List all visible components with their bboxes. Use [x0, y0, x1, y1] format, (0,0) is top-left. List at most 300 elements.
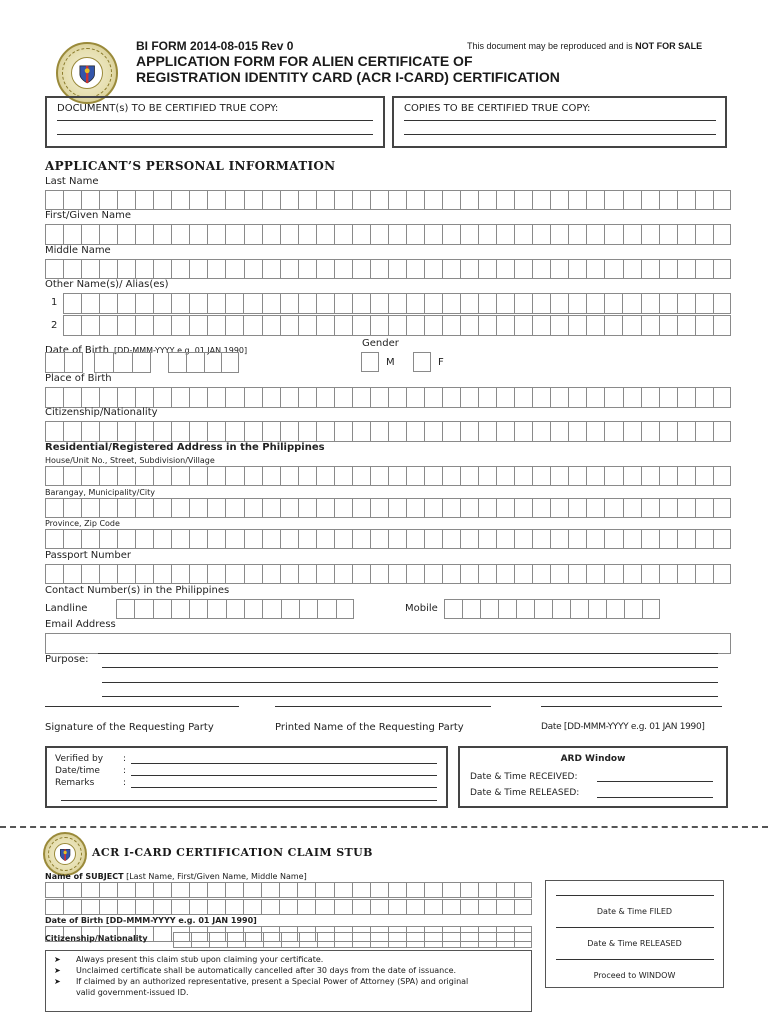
char-cell[interactable]	[81, 315, 99, 336]
char-cell[interactable]	[352, 293, 370, 314]
char-cell[interactable]	[153, 529, 171, 549]
char-cell[interactable]	[297, 882, 315, 898]
char-cell[interactable]	[677, 315, 695, 336]
stub-released-line[interactable]	[556, 927, 714, 928]
char-cell[interactable]	[99, 564, 117, 584]
char-cell[interactable]	[81, 466, 99, 486]
email-input[interactable]	[45, 633, 731, 654]
stub-name-grid-1[interactable]	[45, 882, 532, 898]
char-cell[interactable]	[244, 529, 262, 549]
char-cell[interactable]	[514, 498, 532, 518]
char-cell[interactable]	[298, 190, 316, 210]
char-cell[interactable]	[45, 259, 63, 279]
char-cell[interactable]	[604, 421, 622, 442]
char-cell[interactable]	[659, 190, 677, 210]
char-cell[interactable]	[171, 315, 189, 336]
char-cell[interactable]	[370, 899, 388, 915]
char-cell[interactable]	[262, 190, 280, 210]
char-cell[interactable]	[334, 882, 352, 898]
char-cell[interactable]	[568, 466, 586, 486]
char-cell[interactable]	[424, 466, 442, 486]
char-cell[interactable]	[298, 564, 316, 584]
char-cell[interactable]	[334, 466, 352, 486]
address-line1-grid[interactable]	[45, 466, 731, 486]
mobile-grid[interactable]	[444, 599, 660, 619]
char-cell[interactable]	[153, 899, 171, 915]
char-cell[interactable]	[695, 466, 713, 486]
char-cell[interactable]	[514, 564, 532, 584]
char-cell[interactable]	[370, 315, 388, 336]
char-cell[interactable]	[514, 190, 532, 210]
char-cell[interactable]	[352, 315, 370, 336]
char-cell[interactable]	[352, 932, 370, 948]
char-cell[interactable]	[370, 529, 388, 549]
char-cell[interactable]	[153, 259, 171, 279]
char-cell[interactable]	[695, 315, 713, 336]
char-cell[interactable]	[132, 352, 151, 373]
char-cell[interactable]	[586, 259, 604, 279]
char-cell[interactable]	[568, 421, 586, 442]
char-cell[interactable]	[207, 224, 225, 245]
char-cell[interactable]	[442, 899, 460, 915]
char-cell[interactable]	[442, 293, 460, 314]
char-cell[interactable]	[189, 466, 207, 486]
char-cell[interactable]	[153, 315, 171, 336]
char-cell[interactable]	[45, 224, 63, 245]
char-cell[interactable]	[586, 224, 604, 245]
char-cell[interactable]	[677, 564, 695, 584]
char-cell[interactable]	[298, 466, 316, 486]
char-cell[interactable]	[623, 498, 641, 518]
char-cell[interactable]	[713, 498, 731, 518]
char-cell[interactable]	[478, 259, 496, 279]
char-cell[interactable]	[496, 293, 514, 314]
char-cell[interactable]	[462, 599, 480, 619]
char-cell[interactable]	[406, 882, 424, 898]
char-cell[interactable]	[81, 564, 99, 584]
char-cell[interactable]	[316, 564, 334, 584]
char-cell[interactable]	[604, 224, 622, 245]
char-cell[interactable]	[207, 259, 225, 279]
char-cell[interactable]	[63, 421, 81, 442]
first-name-grid[interactable]	[45, 224, 731, 245]
char-cell[interactable]	[514, 259, 532, 279]
ard-received-line[interactable]	[597, 772, 713, 782]
char-cell[interactable]	[550, 529, 568, 549]
char-cell[interactable]	[677, 421, 695, 442]
char-cell[interactable]	[280, 224, 298, 245]
documents-line-1[interactable]	[57, 120, 373, 121]
char-cell[interactable]	[45, 564, 63, 584]
dob-day-grid[interactable]	[45, 352, 83, 373]
char-cell[interactable]	[209, 932, 227, 948]
stub-filed-line[interactable]	[556, 895, 714, 896]
char-cell[interactable]	[81, 421, 99, 442]
char-cell[interactable]	[99, 190, 117, 210]
copies-line-2[interactable]	[404, 134, 716, 135]
char-cell[interactable]	[532, 293, 550, 314]
char-cell[interactable]	[388, 387, 406, 408]
char-cell[interactable]	[532, 564, 550, 584]
char-cell[interactable]	[604, 387, 622, 408]
char-cell[interactable]	[568, 315, 586, 336]
char-cell[interactable]	[207, 190, 225, 210]
char-cell[interactable]	[280, 421, 298, 442]
char-cell[interactable]	[442, 190, 460, 210]
char-cell[interactable]	[63, 293, 81, 314]
char-cell[interactable]	[189, 293, 207, 314]
char-cell[interactable]	[570, 599, 588, 619]
char-cell[interactable]	[478, 224, 496, 245]
char-cell[interactable]	[641, 259, 659, 279]
char-cell[interactable]	[81, 529, 99, 549]
char-cell[interactable]	[45, 387, 63, 408]
char-cell[interactable]	[514, 882, 532, 898]
remarks-line-1[interactable]	[131, 778, 437, 788]
char-cell[interactable]	[352, 882, 370, 898]
char-cell[interactable]	[244, 259, 262, 279]
char-cell[interactable]	[370, 190, 388, 210]
char-cell[interactable]	[262, 259, 280, 279]
citizenship-grid[interactable]	[45, 421, 731, 442]
char-cell[interactable]	[532, 498, 550, 518]
char-cell[interactable]	[370, 224, 388, 245]
char-cell[interactable]	[388, 498, 406, 518]
char-cell[interactable]	[280, 293, 298, 314]
char-cell[interactable]	[45, 529, 63, 549]
char-cell[interactable]	[99, 421, 117, 442]
char-cell[interactable]	[496, 190, 514, 210]
char-cell[interactable]	[207, 882, 225, 898]
char-cell[interactable]	[442, 932, 460, 948]
char-cell[interactable]	[45, 352, 64, 373]
char-cell[interactable]	[713, 190, 731, 210]
char-cell[interactable]	[63, 882, 81, 898]
char-cell[interactable]	[370, 259, 388, 279]
char-cell[interactable]	[63, 190, 81, 210]
char-cell[interactable]	[225, 421, 243, 442]
char-cell[interactable]	[424, 899, 442, 915]
char-cell[interactable]	[45, 899, 63, 915]
char-cell[interactable]	[623, 564, 641, 584]
char-cell[interactable]	[171, 466, 189, 486]
char-cell[interactable]	[186, 352, 204, 373]
char-cell[interactable]	[622, 315, 640, 336]
char-cell[interactable]	[243, 293, 261, 314]
char-cell[interactable]	[99, 259, 117, 279]
char-cell[interactable]	[262, 421, 280, 442]
place-of-birth-grid[interactable]	[45, 387, 731, 408]
char-cell[interactable]	[316, 315, 334, 336]
char-cell[interactable]	[677, 466, 695, 486]
char-cell[interactable]	[189, 387, 207, 408]
char-cell[interactable]	[623, 529, 641, 549]
char-cell[interactable]	[550, 387, 568, 408]
char-cell[interactable]	[99, 466, 117, 486]
char-cell[interactable]	[189, 498, 207, 518]
char-cell[interactable]	[406, 259, 424, 279]
char-cell[interactable]	[713, 315, 731, 336]
char-cell[interactable]	[388, 224, 406, 245]
char-cell[interactable]	[207, 387, 225, 408]
char-cell[interactable]	[189, 599, 207, 619]
char-cell[interactable]	[298, 293, 316, 314]
char-cell[interactable]	[280, 466, 298, 486]
char-cell[interactable]	[478, 421, 496, 442]
char-cell[interactable]	[99, 498, 117, 518]
char-cell[interactable]	[552, 599, 570, 619]
char-cell[interactable]	[514, 466, 532, 486]
char-cell[interactable]	[641, 315, 659, 336]
char-cell[interactable]	[334, 224, 352, 245]
char-cell[interactable]	[568, 529, 586, 549]
char-cell[interactable]	[406, 421, 424, 442]
char-cell[interactable]	[280, 529, 298, 549]
char-cell[interactable]	[478, 315, 496, 336]
char-cell[interactable]	[116, 599, 134, 619]
char-cell[interactable]	[444, 599, 462, 619]
char-cell[interactable]	[478, 293, 496, 314]
char-cell[interactable]	[604, 315, 622, 336]
gender-m-checkbox[interactable]	[361, 352, 379, 372]
char-cell[interactable]	[406, 315, 424, 336]
char-cell[interactable]	[514, 387, 532, 408]
char-cell[interactable]	[225, 564, 243, 584]
char-cell[interactable]	[81, 387, 99, 408]
char-cell[interactable]	[406, 899, 424, 915]
char-cell[interactable]	[316, 190, 334, 210]
char-cell[interactable]	[63, 529, 81, 549]
purpose-line-4[interactable]	[102, 696, 718, 697]
char-cell[interactable]	[496, 899, 514, 915]
char-cell[interactable]	[244, 387, 262, 408]
char-cell[interactable]	[695, 421, 713, 442]
char-cell[interactable]	[460, 190, 478, 210]
char-cell[interactable]	[514, 899, 532, 915]
char-cell[interactable]	[496, 529, 514, 549]
char-cell[interactable]	[496, 387, 514, 408]
char-cell[interactable]	[225, 529, 243, 549]
char-cell[interactable]	[99, 387, 117, 408]
char-cell[interactable]	[677, 259, 695, 279]
char-cell[interactable]	[586, 387, 604, 408]
char-cell[interactable]	[153, 882, 171, 898]
char-cell[interactable]	[442, 529, 460, 549]
char-cell[interactable]	[244, 421, 262, 442]
char-cell[interactable]	[280, 498, 298, 518]
char-cell[interactable]	[113, 352, 132, 373]
stub-name-grid-2[interactable]	[45, 899, 532, 915]
char-cell[interactable]	[63, 466, 81, 486]
char-cell[interactable]	[352, 564, 370, 584]
char-cell[interactable]	[713, 564, 731, 584]
char-cell[interactable]	[94, 352, 113, 373]
char-cell[interactable]	[388, 190, 406, 210]
char-cell[interactable]	[153, 564, 171, 584]
char-cell[interactable]	[225, 882, 243, 898]
char-cell[interactable]	[262, 293, 280, 314]
char-cell[interactable]	[352, 190, 370, 210]
char-cell[interactable]	[298, 498, 316, 518]
char-cell[interactable]	[388, 466, 406, 486]
char-cell[interactable]	[262, 599, 280, 619]
printed-name-line[interactable]	[275, 706, 491, 707]
char-cell[interactable]	[117, 387, 135, 408]
char-cell[interactable]	[117, 564, 135, 584]
char-cell[interactable]	[135, 466, 153, 486]
char-cell[interactable]	[568, 259, 586, 279]
char-cell[interactable]	[316, 529, 334, 549]
char-cell[interactable]	[334, 529, 352, 549]
char-cell[interactable]	[117, 259, 135, 279]
char-cell[interactable]	[514, 932, 532, 948]
char-cell[interactable]	[496, 259, 514, 279]
char-cell[interactable]	[244, 466, 262, 486]
char-cell[interactable]	[334, 564, 352, 584]
char-cell[interactable]	[550, 259, 568, 279]
char-cell[interactable]	[623, 421, 641, 442]
passport-grid[interactable]	[45, 564, 731, 584]
char-cell[interactable]	[442, 564, 460, 584]
other-name-1-grid[interactable]	[63, 293, 731, 314]
char-cell[interactable]	[514, 315, 532, 336]
char-cell[interactable]	[279, 899, 297, 915]
char-cell[interactable]	[370, 932, 388, 948]
char-cell[interactable]	[316, 387, 334, 408]
char-cell[interactable]	[641, 498, 659, 518]
char-cell[interactable]	[370, 387, 388, 408]
char-cell[interactable]	[189, 899, 207, 915]
date-time-line[interactable]	[131, 766, 437, 776]
char-cell[interactable]	[532, 387, 550, 408]
char-cell[interactable]	[496, 564, 514, 584]
char-cell[interactable]	[586, 293, 604, 314]
last-name-grid[interactable]	[45, 190, 731, 210]
char-cell[interactable]	[388, 564, 406, 584]
char-cell[interactable]	[189, 315, 207, 336]
char-cell[interactable]	[117, 899, 135, 915]
char-cell[interactable]	[99, 224, 117, 245]
char-cell[interactable]	[713, 293, 731, 314]
char-cell[interactable]	[207, 315, 225, 336]
char-cell[interactable]	[315, 899, 333, 915]
char-cell[interactable]	[478, 899, 496, 915]
char-cell[interactable]	[424, 315, 442, 336]
char-cell[interactable]	[695, 293, 713, 314]
char-cell[interactable]	[424, 190, 442, 210]
char-cell[interactable]	[63, 315, 81, 336]
char-cell[interactable]	[496, 421, 514, 442]
char-cell[interactable]	[225, 498, 243, 518]
char-cell[interactable]	[460, 315, 478, 336]
purpose-line-1[interactable]	[98, 653, 718, 654]
char-cell[interactable]	[225, 899, 243, 915]
char-cell[interactable]	[45, 882, 63, 898]
char-cell[interactable]	[279, 882, 297, 898]
char-cell[interactable]	[606, 599, 624, 619]
char-cell[interactable]	[604, 564, 622, 584]
char-cell[interactable]	[641, 387, 659, 408]
char-cell[interactable]	[695, 259, 713, 279]
char-cell[interactable]	[568, 564, 586, 584]
char-cell[interactable]	[659, 421, 677, 442]
char-cell[interactable]	[298, 224, 316, 245]
char-cell[interactable]	[480, 599, 498, 619]
char-cell[interactable]	[550, 315, 568, 336]
char-cell[interactable]	[496, 498, 514, 518]
char-cell[interactable]	[207, 466, 225, 486]
char-cell[interactable]	[424, 387, 442, 408]
char-cell[interactable]	[622, 293, 640, 314]
char-cell[interactable]	[713, 466, 731, 486]
char-cell[interactable]	[262, 224, 280, 245]
char-cell[interactable]	[623, 224, 641, 245]
char-cell[interactable]	[550, 498, 568, 518]
char-cell[interactable]	[81, 224, 99, 245]
char-cell[interactable]	[134, 599, 152, 619]
purpose-line-2[interactable]	[102, 667, 718, 668]
char-cell[interactable]	[280, 564, 298, 584]
char-cell[interactable]	[695, 564, 713, 584]
char-cell[interactable]	[370, 882, 388, 898]
middle-name-grid[interactable]	[45, 259, 731, 279]
char-cell[interactable]	[64, 352, 83, 373]
char-cell[interactable]	[315, 882, 333, 898]
char-cell[interactable]	[695, 529, 713, 549]
remarks-line-2[interactable]	[61, 791, 437, 801]
char-cell[interactable]	[221, 352, 239, 373]
char-cell[interactable]	[424, 259, 442, 279]
char-cell[interactable]	[153, 293, 171, 314]
char-cell[interactable]	[244, 599, 262, 619]
char-cell[interactable]	[244, 498, 262, 518]
char-cell[interactable]	[568, 190, 586, 210]
char-cell[interactable]	[370, 293, 388, 314]
char-cell[interactable]	[550, 421, 568, 442]
char-cell[interactable]	[406, 387, 424, 408]
char-cell[interactable]	[406, 498, 424, 518]
char-cell[interactable]	[641, 293, 659, 314]
char-cell[interactable]	[677, 529, 695, 549]
char-cell[interactable]	[262, 498, 280, 518]
char-cell[interactable]	[532, 466, 550, 486]
char-cell[interactable]	[207, 421, 225, 442]
char-cell[interactable]	[171, 190, 189, 210]
char-cell[interactable]	[135, 899, 153, 915]
char-cell[interactable]	[207, 498, 225, 518]
char-cell[interactable]	[534, 599, 552, 619]
char-cell[interactable]	[316, 421, 334, 442]
char-cell[interactable]	[406, 466, 424, 486]
char-cell[interactable]	[352, 224, 370, 245]
stub-proceed-line[interactable]	[556, 959, 714, 960]
char-cell[interactable]	[334, 259, 352, 279]
char-cell[interactable]	[677, 190, 695, 210]
char-cell[interactable]	[460, 564, 478, 584]
char-cell[interactable]	[516, 599, 534, 619]
char-cell[interactable]	[460, 498, 478, 518]
char-cell[interactable]	[45, 466, 63, 486]
char-cell[interactable]	[370, 498, 388, 518]
char-cell[interactable]	[99, 315, 117, 336]
char-cell[interactable]	[171, 259, 189, 279]
char-cell[interactable]	[406, 529, 424, 549]
char-cell[interactable]	[424, 564, 442, 584]
char-cell[interactable]	[317, 932, 335, 948]
char-cell[interactable]	[99, 882, 117, 898]
char-cell[interactable]	[641, 564, 659, 584]
char-cell[interactable]	[171, 387, 189, 408]
